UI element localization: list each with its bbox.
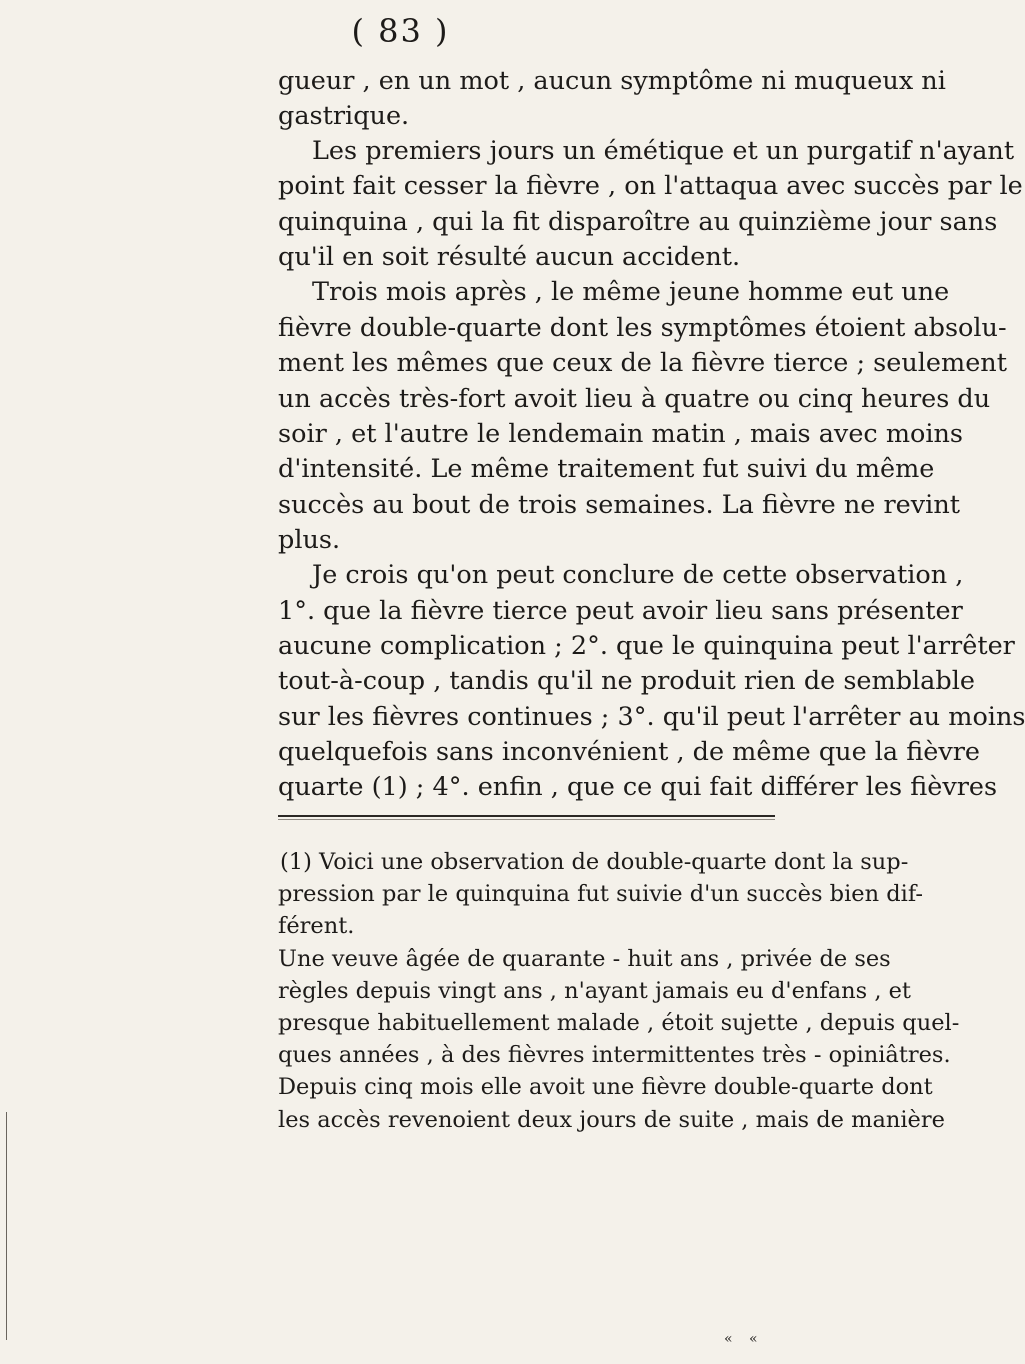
body-line: ment les mêmes que ceux de la fièvre tierce ; seulement [278, 348, 1007, 378]
body-line: plus. [278, 525, 341, 555]
footnote-line: règles depuis vingt ans , n'ayant jamais eu d'enfans , et [278, 978, 911, 1004]
body-line: qu'il en soit résulté aucun accident. [278, 242, 741, 272]
body-line: Je crois qu'on peut conclure de cette observation , [312, 560, 964, 590]
footnote-line: presque habituellement malade , étoit sujette , depuis quel- [278, 1010, 960, 1036]
body-line: point fait cesser la fièvre , on l'attaqua avec succès par le [278, 171, 1023, 201]
body-line: tout-à-coup , tandis qu'il ne produit rien de semblable [278, 666, 975, 696]
page-number: ( 83 ) [351, 12, 450, 50]
body-line: quelquefois sans inconvénient , de même que la fièvre [278, 737, 981, 767]
footnote-line: Une veuve âgée de quarante - huit ans , privée de ses [278, 946, 891, 972]
footnote-line: férent. [278, 913, 355, 939]
body-line: gueur , en un mot , aucun symptôme ni muqueux ni [278, 66, 946, 96]
footnote-line: (1) Voici une observation de double-quarte dont la sup- [280, 849, 909, 875]
body-line: fièvre double-quarte dont les symptômes étoient absolu- [278, 313, 1007, 343]
body-line: soir , et l'autre le lendemain matin , mais avec moins [278, 419, 964, 449]
signature-mark: « « [724, 1331, 764, 1347]
body-line: Trois mois après , le même jeune homme eut une [312, 277, 950, 307]
margin-mark [6, 1112, 7, 1340]
footnote-line: les accès revenoient deux jours de suite , mais de manière [278, 1107, 945, 1133]
body-line: Les premiers jours un émétique et un purgatif n'ayant [312, 136, 1015, 166]
body-line: quinquina , qui la fit disparoître au quinzième jour sans [278, 207, 998, 237]
body-line: quarte (1) ; 4°. enfin , que ce qui fait différer les fièvres [278, 772, 998, 802]
body-line: gastrique. [278, 101, 410, 131]
body-line: un accès très-fort avoit lieu à quatre ou cinq heures du [278, 384, 991, 414]
footnote-line: ques années , à des fièvres intermittentes très - opiniâtres. [278, 1042, 951, 1068]
footnote-line: Depuis cinq mois elle avoit une fièvre double-quarte dont [278, 1074, 933, 1100]
footnote-line: pression par le quinquina fut suivie d'un succès bien dif- [278, 881, 923, 907]
body-line: sur les fièvres continues ; 3°. qu'il peut l'arrêter au moins [278, 702, 1025, 732]
body-line: aucune complication ; 2°. que le quinquina peut l'arrêter [278, 631, 1015, 661]
body-line: d'intensité. Le même traitement fut suivi du même [278, 454, 935, 484]
body-line: 1°. que la fièvre tierce peut avoir lieu sans présenter [278, 596, 963, 626]
body-line: succès au bout de trois semaines. La fièvre ne revint [278, 490, 960, 520]
footnote-separator [278, 815, 775, 817]
footnote-separator-shadow [278, 819, 775, 820]
